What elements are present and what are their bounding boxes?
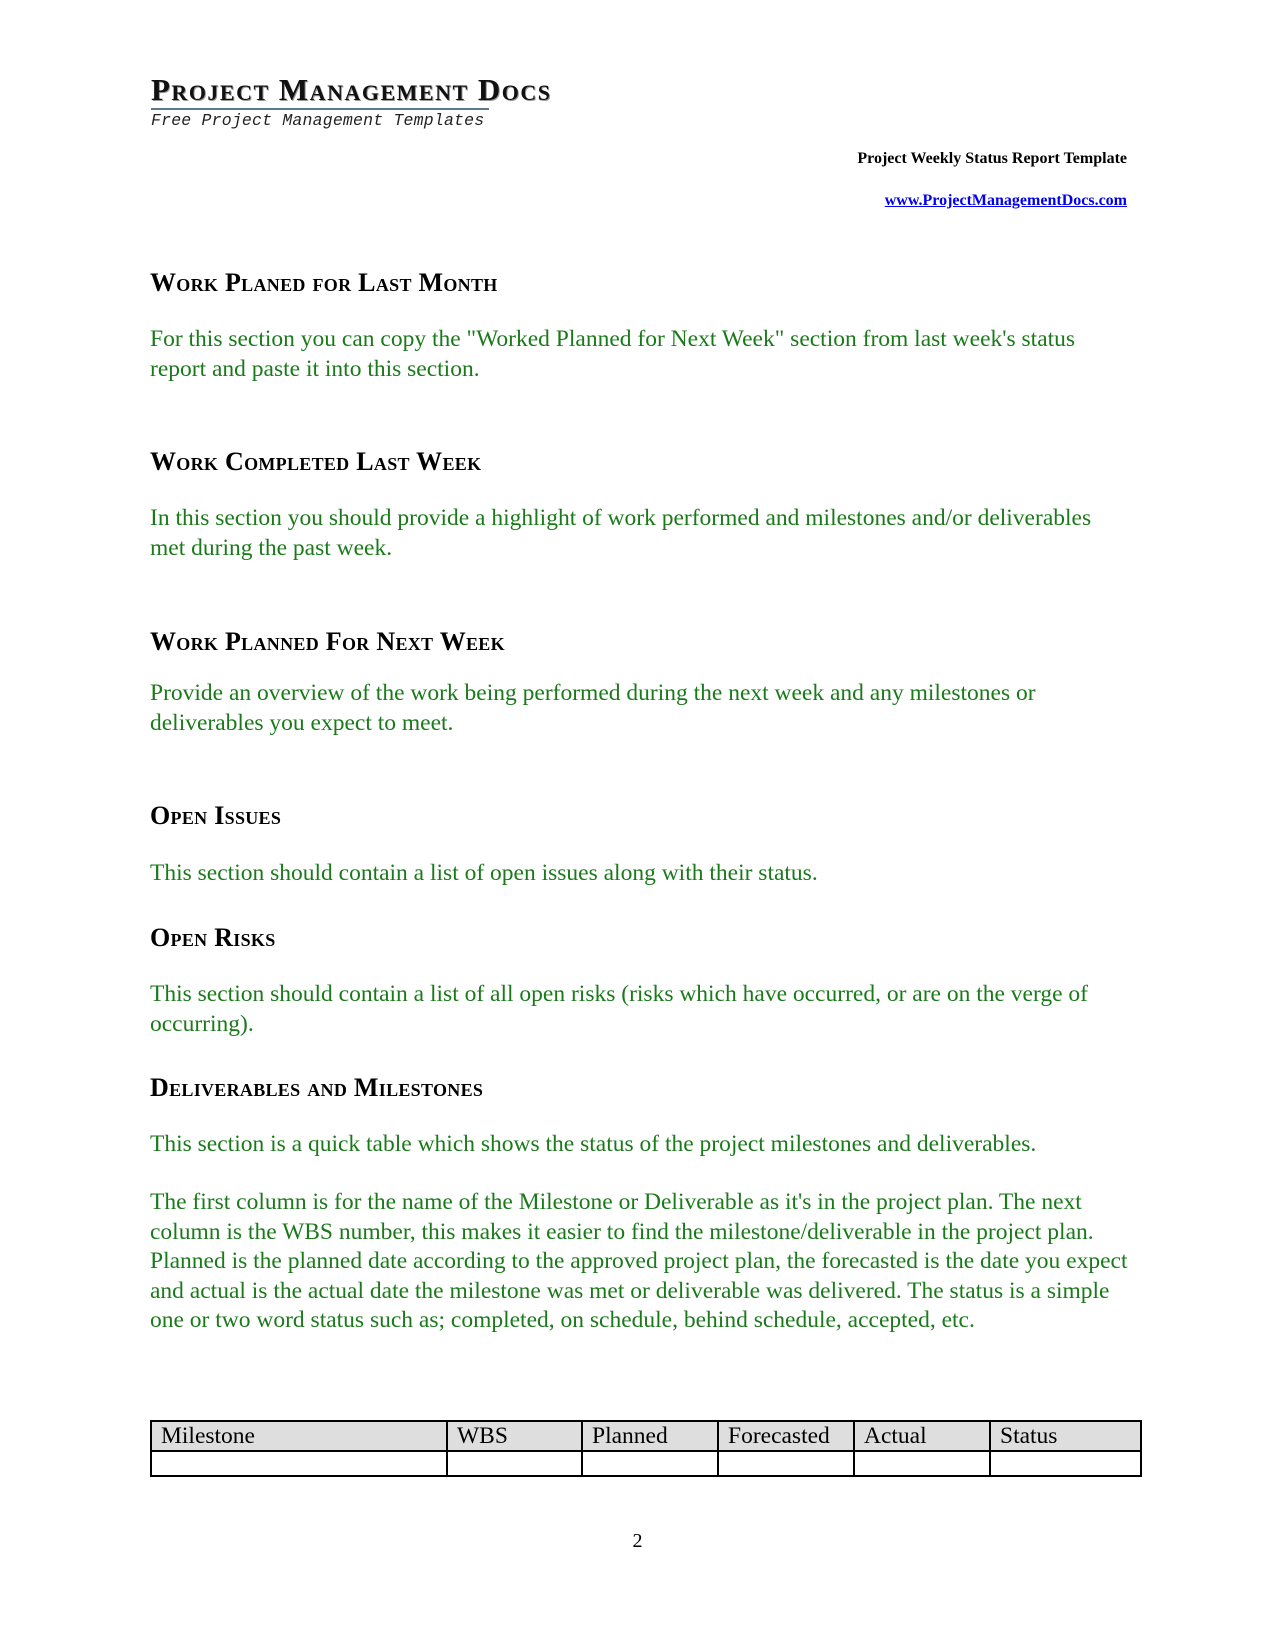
heading-work-completed-last-week: Work Completed Last Week [150,447,482,476]
column-header-wbs: WBS [447,1421,582,1451]
table-cell [151,1451,447,1476]
column-header-forecasted: Forecasted [718,1421,854,1451]
table-cell [990,1451,1141,1476]
logo-title: Project Management Docs [151,72,552,107]
table-cell [854,1451,990,1476]
heading-open-issues: Open Issues [150,801,282,830]
logo [151,72,552,130]
logo-subtitle: Free Project Management Templates [151,111,485,130]
page-number: 2 [632,1530,643,1552]
paragraph-work-planned-last-month: For this section you can copy the "Worked Planned for Next Week" section from last week's status report and paste it into this section. [150,326,1076,382]
column-header-planned: Planned [582,1421,718,1451]
document-title: Project Weekly Status Report Template [857,150,1127,167]
heading-open-risks: Open Risks [150,923,276,952]
paragraph-deliverables-columns: The first column is for the name of the Milestone or Deliverable as it's in the project plan. The next column is the WBS number, this makes it easier to find the milestone/deliverable in the project plan. Planned is the planned date according to the approved project plan, the forecasted is the date you expect and actual is the actual date the milestone was met or deliverable was delivered. The status is a simple one or two word status such as; completed, on schedule, behind schedule, accepted, etc. [150,1189,1128,1333]
heading-work-planned-last-month: Work Planed for Last Month [150,268,498,297]
paragraph-open-risks: This section should contain a list of all open risks (risks which have occurred, or are on the verge of occurring). [150,981,1089,1037]
table-header-row [151,1421,1141,1451]
column-header-status: Status [990,1421,1141,1451]
milestone-table [150,1420,1142,1477]
paragraph-work-completed-last-week: In this section you should provide a highlight of work performed and milestones and/or deliverables met during the past week. [150,505,1092,561]
logo-divider [151,108,489,110]
paragraph-open-issues: This section should contain a list of open issues along with their status. [150,860,818,886]
paragraph-work-planned-next-week: Provide an overview of the work being performed during the next week and any milestones or deliverables you expect to meet. [150,680,1036,736]
column-header-milestone: Milestone [151,1421,447,1451]
table-cell [582,1451,718,1476]
paragraph-deliverables-intro: This section is a quick table which shows the status of the project milestones and deliverables. [150,1131,1037,1157]
table-cell [447,1451,582,1476]
website-link[interactable]: www.ProjectManagementDocs.com [884,192,1127,209]
column-header-actual: Actual [854,1421,990,1451]
table-row [151,1451,1141,1476]
heading-deliverables-milestones: Deliverables and Milestones [150,1073,484,1102]
heading-work-planned-next-week: Work Planned For Next Week [150,627,505,656]
table-cell [718,1451,854,1476]
